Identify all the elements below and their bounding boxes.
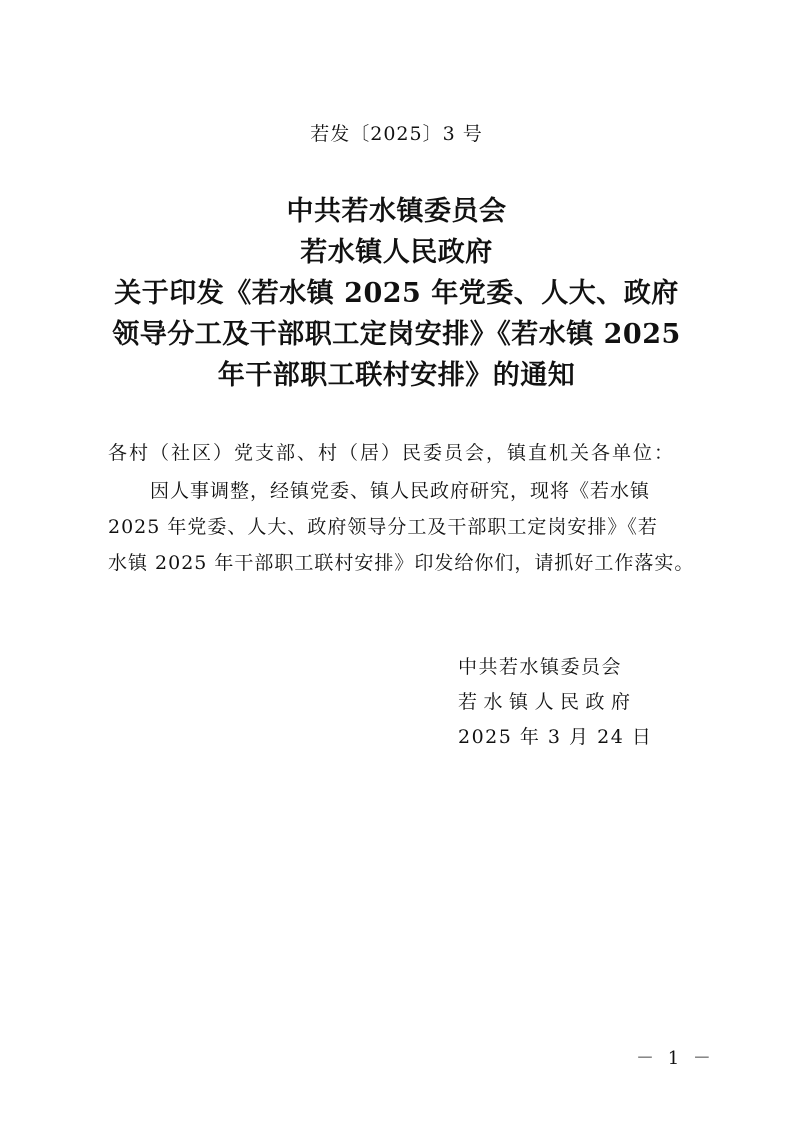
- document-title: [100, 191, 693, 396]
- salutation: 各村（社区）党支部、村（居）民委员会，镇直机关各单位：: [108, 442, 676, 464]
- body-line: 2025 年党委、人大、政府领导分工及干部职工定岗安排》《若: [108, 516, 658, 538]
- title-line: 年干部职工联村安排》的通知: [217, 360, 576, 391]
- title-line: 领导分工及干部职工定岗安排》《若水镇 2025: [112, 319, 681, 350]
- signature-org-government: 若水镇人民政府: [458, 691, 637, 713]
- title-line: 关于印发《若水镇 2025 年党委、人大、政府: [114, 278, 679, 309]
- page-number: － 1 －: [636, 1048, 715, 1069]
- body-line: 水镇 2025 年干部职工联村安排》印发给你们，请抓好工作落实。: [108, 552, 695, 574]
- signature-org-party-committee: 中共若水镇委员会: [458, 656, 623, 678]
- signature-date: 2025 年 3 月 24 日: [458, 726, 653, 748]
- body-paragraph: [108, 473, 695, 581]
- body-line: 因人事调整，经镇党委、镇人民政府研究，现将《若水镇: [150, 480, 651, 502]
- title-line: 中共若水镇委员会: [286, 196, 507, 227]
- signature-block: [458, 650, 652, 755]
- document-number: 若发〔2025〕3 号: [310, 123, 483, 145]
- title-line: 若水镇人民政府: [300, 237, 493, 268]
